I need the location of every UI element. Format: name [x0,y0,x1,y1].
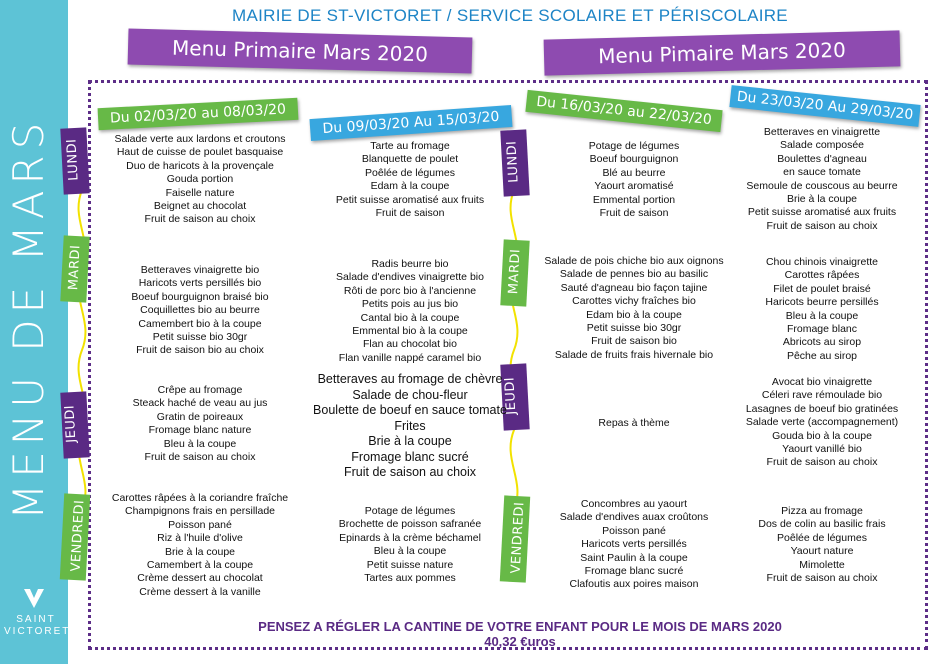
menu-w2-mardi [310,258,510,365]
menu-item: Boeuf bourguignon [589,153,679,166]
menu-item: Sauté d'agneau bio façon tajine [560,281,708,294]
day-label-mardi-right: MARDI [506,248,524,295]
menu-item: Concombres au yaourt [580,498,688,510]
footer-price: 40,32 €uros [484,634,556,649]
menu-item: Salade d'endives vinaigrette bio [336,271,484,284]
menu-item: Potage de légumes [364,505,456,517]
menu-item: Fruit de saison au choix [766,219,878,232]
menu-item: Céleri rave rémoulade bio [761,389,883,402]
logo-text [4,614,71,638]
menu-item: Dos de colin au basilic frais [758,518,886,531]
menu-w2-lundi [310,140,510,220]
menu-item: Haricots verts persillés bio [138,277,262,290]
menu-item: Carottes râpées à la coriandre fraîche [111,492,289,504]
week-banner-1: Du 02/03/20 au 08/03/20 [98,98,299,130]
day-tab-jeudi-left [60,391,89,458]
menu-item: Petit suisse bio 30gr [586,322,682,335]
day-tab-lundi-left [60,127,89,194]
menu-item: Epinards à la crème béchamel [339,531,481,544]
menu-item: Salade de pois chiche bio aux oignons [544,255,724,267]
menu-item: Carottes râpées [784,269,860,282]
menu-item: Coquillettes bio au beurre [140,304,260,317]
menu-item: Chou chinois vinaigrette [765,256,879,268]
menu-item: Betteraves en vinaigrette [763,126,881,138]
menu-item: Crème dessert au chocolat [137,572,263,585]
menu-item: Cantal bio à la coupe [360,311,460,324]
menu-item: Poisson pané [168,518,232,531]
menu-item: Blanquette de poulet [361,153,459,166]
menu-item: Salade de fruits frais hivernale bio [554,348,714,361]
menu-item: Flan vanille nappé caramel bio [338,351,482,364]
menu-item: en sauce tomate [783,166,861,179]
menu-item: Yaourt vanillé bio [782,443,862,456]
menu-w3-vendredi [534,498,734,592]
menu-item: Bleu à la coupe [163,437,237,450]
menu-item: Beignet au chocolat [153,200,247,213]
menu-w4-lundi [722,126,922,233]
menu-item: Saint Paulin à la coupe [580,551,688,564]
menu-item: Petit suisse aromatisé aux fruits [335,193,485,206]
menu-item: Semoule de couscous au beurre [746,179,898,192]
menu-banner-right: Menu Pimaire Mars 2020 [544,30,901,75]
menu-item: Rôti de porc bio à l'ancienne [343,284,477,297]
menu-item: Clafoutis aux poires maison [569,578,699,591]
menu-w1-vendredi [90,492,310,599]
menu-item: Crème dessert à la vanille [139,585,261,598]
menu-item: Lasagnes de boeuf bio gratinées [745,402,899,415]
week-banner-4: Du 23/03/20 Au 29/03/20 [729,85,920,127]
menu-w4-vendredi [722,505,922,585]
menu-item: Gouda portion [166,173,234,186]
day-label-vendredi-left: VENDREDI [68,499,88,572]
menu-item: Yaourt aromatisé [594,180,674,193]
menu-item: Frites [394,418,426,433]
menu-item: Mimolette [799,558,845,571]
day-label-mardi-left: MARDI [66,244,84,291]
menu-item: Fruit de saison au choix [766,572,878,585]
menu-item: Camembert à la coupe [146,559,254,572]
day-label-lundi-right: LUNDI [504,140,522,184]
menu-item: Tarte au fromage [370,140,450,152]
menu-item: Emmental bio à la coupe [352,325,468,338]
left-wave-decoration [68,180,98,510]
menu-item: Brie à la coupe [786,193,858,206]
menu-item: Salade de chou-fleur [352,387,468,402]
menu-item: Radis beurre bio [371,258,449,270]
menu-item: Poêlée de légumes [777,531,867,544]
footer-line1: PENSEZ A RÉGLER LA CANTINE DE VOTRE ENFANT POUR LE MOIS DE MARS 2020 [258,619,782,634]
menu-item: Petits pois au jus bio [361,298,459,311]
saint-victoret-logo-icon [22,586,46,610]
day-label-lundi-left: LUNDI [64,138,82,182]
menu-w3-mardi [524,255,744,362]
menu-item: Fruit de saison au choix [343,465,476,479]
menu-item: Camembert bio à la coupe [138,317,262,330]
page-header: MAIRIE DE ST-VICTORET / SERVICE SCOLAIRE ET PÉRISCOLAIRE [232,6,788,25]
menu-item: Salade verte aux lardons et croutons [114,133,286,145]
menu-item: Poêlée de légumes [365,166,455,179]
menu-item: Haricots beurre persillés [765,296,879,309]
menu-item: Fruit de saison au choix [144,451,256,464]
menu-item: Petit suisse bio 30gr [152,331,248,344]
menu-item: Fruit de saison bio [591,335,677,348]
day-label-jeudi-right: JEUDI [502,376,520,416]
menu-item: Avocat bio vinaigrette [771,376,873,388]
menu-item: Fruit de saison au choix [144,213,256,226]
day-label-vendredi-right: VENDREDI [508,501,528,574]
menu-item: Carottes vichy fraîches bio [572,295,696,308]
menu-item: Crêpe au fromage [157,384,243,396]
menu-item: Fruit de saison au choix [766,456,878,469]
menu-item: Brochette de poisson safranée [338,518,482,531]
menu-item: Pêche au sirop [786,349,858,362]
menu-item: Boulette de boeuf en sauce tomate [313,403,507,417]
menu-banner-left: Menu Primaire Mars 2020 [128,29,473,74]
menu-item: Edam bio à la coupe [586,308,682,321]
menu-w2-vendredi [310,505,510,585]
menu-w2-jeudi [300,372,520,481]
menu-item: Gratin de poireaux [156,410,244,423]
menu-w4-jeudi [722,376,922,470]
day-tab-mardi-left [60,235,89,302]
logo-line2: VICTORET [4,626,71,637]
menu-w3-jeudi [534,417,734,430]
menu-item: Tartes aux pommes [364,572,456,585]
menu-w3-lundi [534,140,734,220]
menu-item: Gouda bio à la coupe [772,429,872,442]
menu-item: Steack haché de veau au jus [132,397,268,410]
menu-item: Filet de poulet braisé [773,282,871,295]
menu-item: Boeuf bourguignon braisé bio [131,290,269,303]
menu-item: Pizza au fromage [781,505,863,517]
menu-item: Riz à l'huile d'olive [157,532,243,545]
week-banner-2: Du 09/03/20 Au 15/03/20 [309,105,512,141]
menu-item: Fromage blanc [786,323,858,336]
menu-item: Bleu à la coupe [373,545,447,558]
day-label-jeudi-left: JEUDI [62,404,80,444]
menu-item: Poisson pané [602,524,666,537]
menu-item: Petit suisse aromatisé aux fruits [747,206,897,219]
menu-item: Flan au chocolat bio [363,338,457,351]
menu-item: Fruit de saison bio au choix [136,344,264,357]
menu-item: Emmental portion [592,193,676,206]
menu-item: Boulettes d'agneau [777,152,867,165]
menu-item: Faiselle nature [165,186,235,199]
menu-item: Bleu à la coupe [785,309,859,322]
menu-item: Potage de légumes [588,140,680,152]
menu-item: Fromage blanc sucré [351,449,469,464]
menu-item: Repas à thème [598,417,670,429]
menu-item: Fromage blanc nature [148,424,252,437]
menu-item: Salade de pennes bio au basilic [559,268,709,281]
menu-item: Brie à la coupe [164,545,236,558]
menu-item: Edam à la coupe [370,180,450,193]
menu-w1-lundi [100,133,300,227]
menu-item: Fruit de saison [599,207,669,220]
menu-w1-mardi [100,264,300,358]
day-tab-vendredi-left [60,493,90,580]
menu-item: Haut de cuisse de poulet basquaise [116,146,284,159]
menu-item: Betteraves au fromage de chèvre [317,372,503,386]
menu-item: Abricots au sirop [782,336,862,349]
menu-item: Petit suisse nature [366,558,454,571]
menu-w4-mardi [722,256,922,363]
menu-item: Duo de haricots à la provençale [126,159,274,172]
menu-item: Brie à la coupe [368,434,452,448]
menu-item: Salade verte (accompagnement) [745,416,899,429]
menu-w1-jeudi [100,384,300,464]
footer-notice [180,619,860,649]
menu-item: Yaourt nature [790,545,854,558]
menu-item: Fruit de saison [375,207,445,220]
menu-item: Fromage blanc sucré [584,565,684,578]
logo-line1: SAINT [16,614,56,625]
menu-item: Salade d'endives auax croûtons [559,511,709,524]
menu-item: Champignons frais en persillade [125,505,275,518]
menu-item: Haricots verts persillés [581,538,687,551]
menu-item: Salade composée [779,139,865,152]
menu-item: Betteraves vinaigrette bio [140,264,260,276]
week-banner-3: Du 16/03/20 au 22/03/20 [525,90,722,132]
menu-item: Blé au beurre [602,166,666,179]
